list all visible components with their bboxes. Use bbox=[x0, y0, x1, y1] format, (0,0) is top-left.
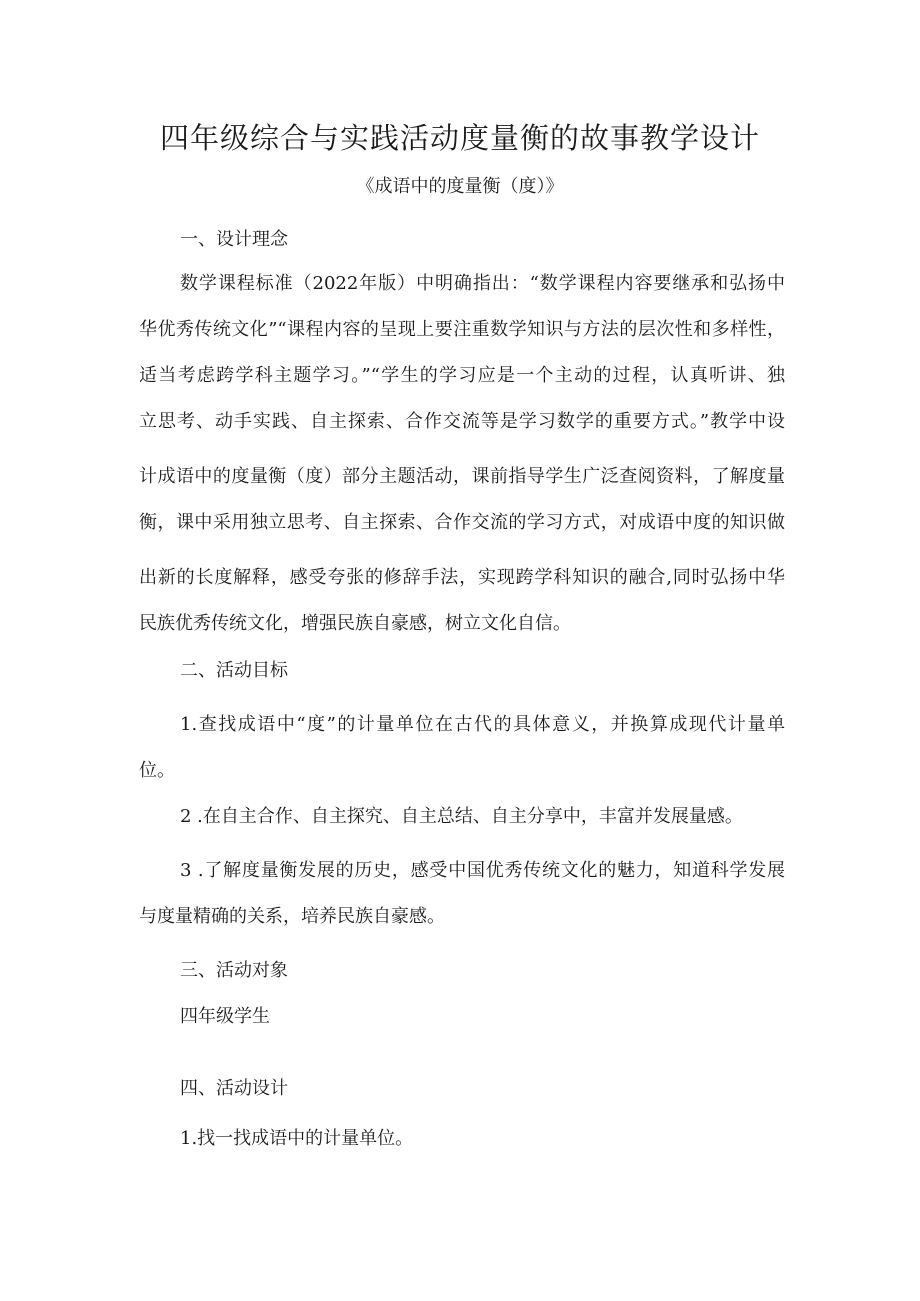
activity-design-item-1: 1.找一找成语中的计量单位。 bbox=[180, 1128, 414, 1149]
activity-target-text: 四年级学生 bbox=[180, 1006, 270, 1027]
paragraph-line: 华优秀传统文化”“课程内容的呈现上要注重数学知识与方法的层次性和多样性， bbox=[139, 319, 785, 340]
goal-item-1-continued: 位。 bbox=[139, 760, 175, 781]
section-heading-activity-target: 三、活动对象 bbox=[180, 960, 288, 981]
goal-item-2: 2 .在自主合作、自主探究、自主总结、自主分享中，丰富并发展量感。 bbox=[180, 806, 743, 827]
paragraph-line: 民族优秀传统文化，增强民族自豪感，树立文化自信。 bbox=[139, 613, 571, 634]
paragraph-line: 适当考虑跨学科主题学习。”“学生的学习应是一个主动的过程，认真听讲、独 bbox=[139, 365, 785, 386]
paragraph-line: 出新的长度解释，感受夸张的修辞手法，实现跨学科知识的融合,同时弘扬中华 bbox=[139, 567, 785, 588]
document-title: 四年级综合与实践活动度量衡的故事教学设计 bbox=[159, 121, 760, 155]
section-heading-activity-goals: 二、活动目标 bbox=[180, 660, 288, 681]
paragraph-line: 数学课程标准（2022年版）中明确指出：“数学课程内容要继承和弘扬中 bbox=[180, 273, 785, 294]
document-subtitle: 《成语中的度量衡（度）》 bbox=[356, 176, 564, 197]
goal-item-3-continued: 与度量精确的关系，培养民族自豪感。 bbox=[139, 906, 445, 927]
section-heading-activity-design: 四、活动设计 bbox=[180, 1078, 288, 1099]
goal-item-3: 3 .了解度量衡发展的历史，感受中国优秀传统文化的魅力，知道科学发展 bbox=[180, 860, 785, 881]
goal-item-1: 1.查找成语中“度”的计量单位在古代的具体意义，并换算成现代计量单 bbox=[180, 714, 785, 735]
paragraph-line: 衡，课中采用独立思考、自主探索、合作交流的学习方式，对成语中度的知识做 bbox=[139, 512, 785, 533]
section-heading-design-concept: 一、设计理念 bbox=[180, 229, 288, 250]
paragraph-line: 立思考、动手实践、自主探索、合作交流等是学习数学的重要方式。”教学中设 bbox=[139, 411, 785, 432]
paragraph-line: 计成语中的度量衡（度）部分主题活动，课前指导学生广泛查阅资料，了解度量 bbox=[139, 466, 785, 487]
